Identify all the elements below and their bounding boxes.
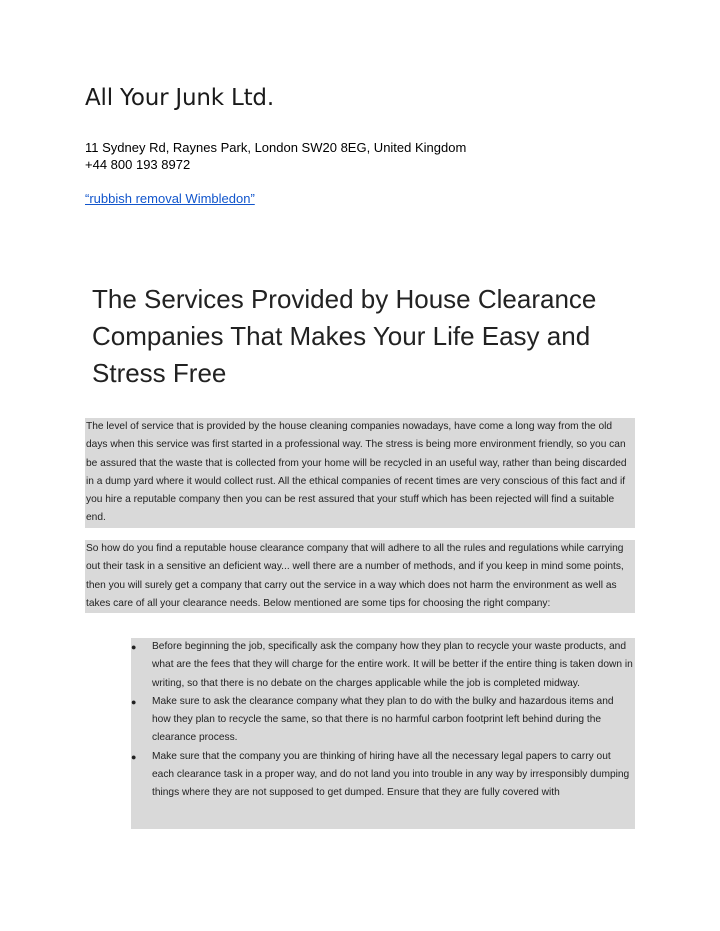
- paragraph-text: The level of service that is provided by the house cleaning companies nowadays, have come a long way from the old days when this service was first started in a professional way. The stress is being more environment friendly, so you can be assured that the waste that is collected from your home will be recycled in an useful way, rather than being discarded in a dump yard where it would collect rust. All the ethical companies of recent times are very conscious of this fact and if you hire a reputable company then you can be rest assured that your stuff which has been rejected will find a suitable end.: [86, 421, 627, 524]
- tips-list: [131, 638, 635, 829]
- bullet-icon: ●: [131, 696, 137, 707]
- methods-paragraph: [85, 540, 635, 613]
- company-name: All Your Junk Ltd.: [85, 85, 274, 111]
- contact-info: [85, 139, 466, 173]
- rubbish-removal-link[interactable]: “rubbish removal Wimbledon”: [85, 191, 255, 206]
- list-item: [131, 748, 635, 803]
- address-line: 11 Sydney Rd, Raynes Park, London SW20 8EG, United Kingdom: [85, 140, 467, 155]
- paragraph-text: So how do you find a reputable house clearance company that will adhere to all the rules and regulations while carrying out their task in a sensitive an deficient way... well there are a number of methods, and if you keep in mind some points, then you will surely get a company that carry out the service in a way which does not harm the environment as well as takes care of all your clearance needs. Below mentioned are some tips for choosing the right company:: [86, 543, 624, 609]
- list-item-text: Make sure that the company you are thinking of hiring have all the necessary legal papers to carry out each clearance task in a proper way, and do not land you into trouble in any way by irresponsibly dumping things where they are not supposed to get dumped. Ensure that they are fully covered with: [152, 750, 630, 799]
- bullet-icon: ●: [131, 751, 137, 762]
- list-item-text: Before beginning the job, specifically ask the company how they plan to recycle your waste products, and what are the fees that they will charge for the entire work. It will be better if the entire thing is taken down in writing, so that there is no debate on the charges applicable while the job is completed midway.: [152, 641, 633, 689]
- article-title: The Services Provided by House Clearance Companies That Makes Your Life Easy and Stress Free: [92, 284, 597, 388]
- bullet-icon: ●: [131, 642, 137, 652]
- phone-number: +44 800 193 8972: [85, 157, 191, 172]
- list-item: [131, 638, 635, 693]
- list-item-text: Make sure to ask the clearance company what they plan to do with the bulky and hazardous items and how they plan to recycle the same, so that there is no harmful carbon footprint left behind during the clearance process.: [152, 695, 614, 744]
- intro-paragraph: [85, 418, 635, 528]
- list-item: [131, 693, 635, 748]
